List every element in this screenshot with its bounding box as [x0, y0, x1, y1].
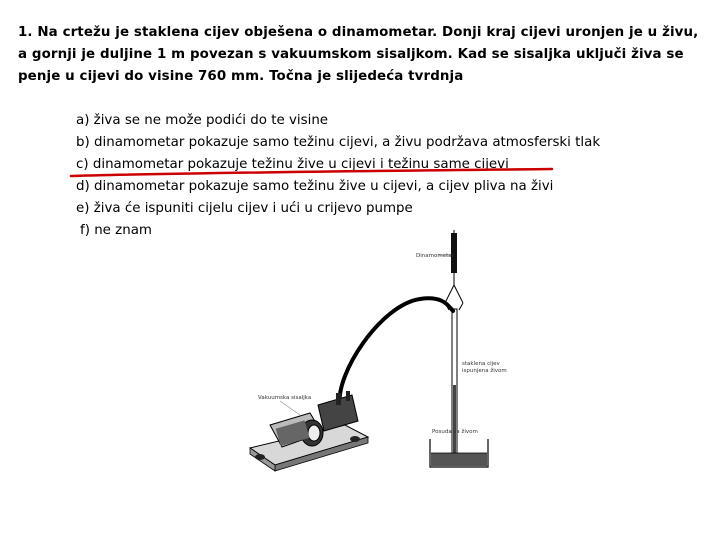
- label-tube-1: staklena cijev: [462, 361, 500, 367]
- option-f: f) ne znam: [80, 223, 152, 238]
- option-d: d) dinamometar pokazuje samo težinu žive u cijevi, a cijev pliva na živi: [76, 179, 554, 194]
- label-tube-2: ispunjena živom: [462, 368, 507, 374]
- question-text: 1. Na crtežu je staklena cijev obješena o dinamometar. Donji kraj cijevi uronjen je u živu, a gornji je duljine 1 m povezan s vakuumskom sisaljkom. Kad se sisaljka uključi živa se penje u cijevi do visine 760 mm. Točna je slijedeća tvrdnja: [18, 25, 699, 84]
- vacuum-hose: [340, 298, 453, 405]
- vacuum-pump: [250, 391, 368, 471]
- experiment-illustration: [240, 225, 510, 535]
- option-c: c) dinamometar pokazuje težinu žive u cijevi i težinu same cijevi: [76, 157, 509, 172]
- label-dinamometar: Dinamometar: [416, 253, 454, 259]
- option-a: a) živa se ne može podići do te visine: [76, 113, 329, 128]
- label-pump: Vakuumska sisaljka: [258, 395, 312, 401]
- red-underline-mark: [68, 166, 568, 182]
- dynamometer: [445, 230, 463, 310]
- label-mercury: Posuda sa živom: [432, 429, 478, 435]
- option-e: e) živa će ispuniti cijelu cijev i ući u crijevo pumpe: [76, 201, 413, 216]
- mercury-container: [430, 439, 488, 467]
- option-b: b) dinamometar pokazuje samo težinu cijevi, a živu podržava atmosferski tlak: [76, 135, 601, 150]
